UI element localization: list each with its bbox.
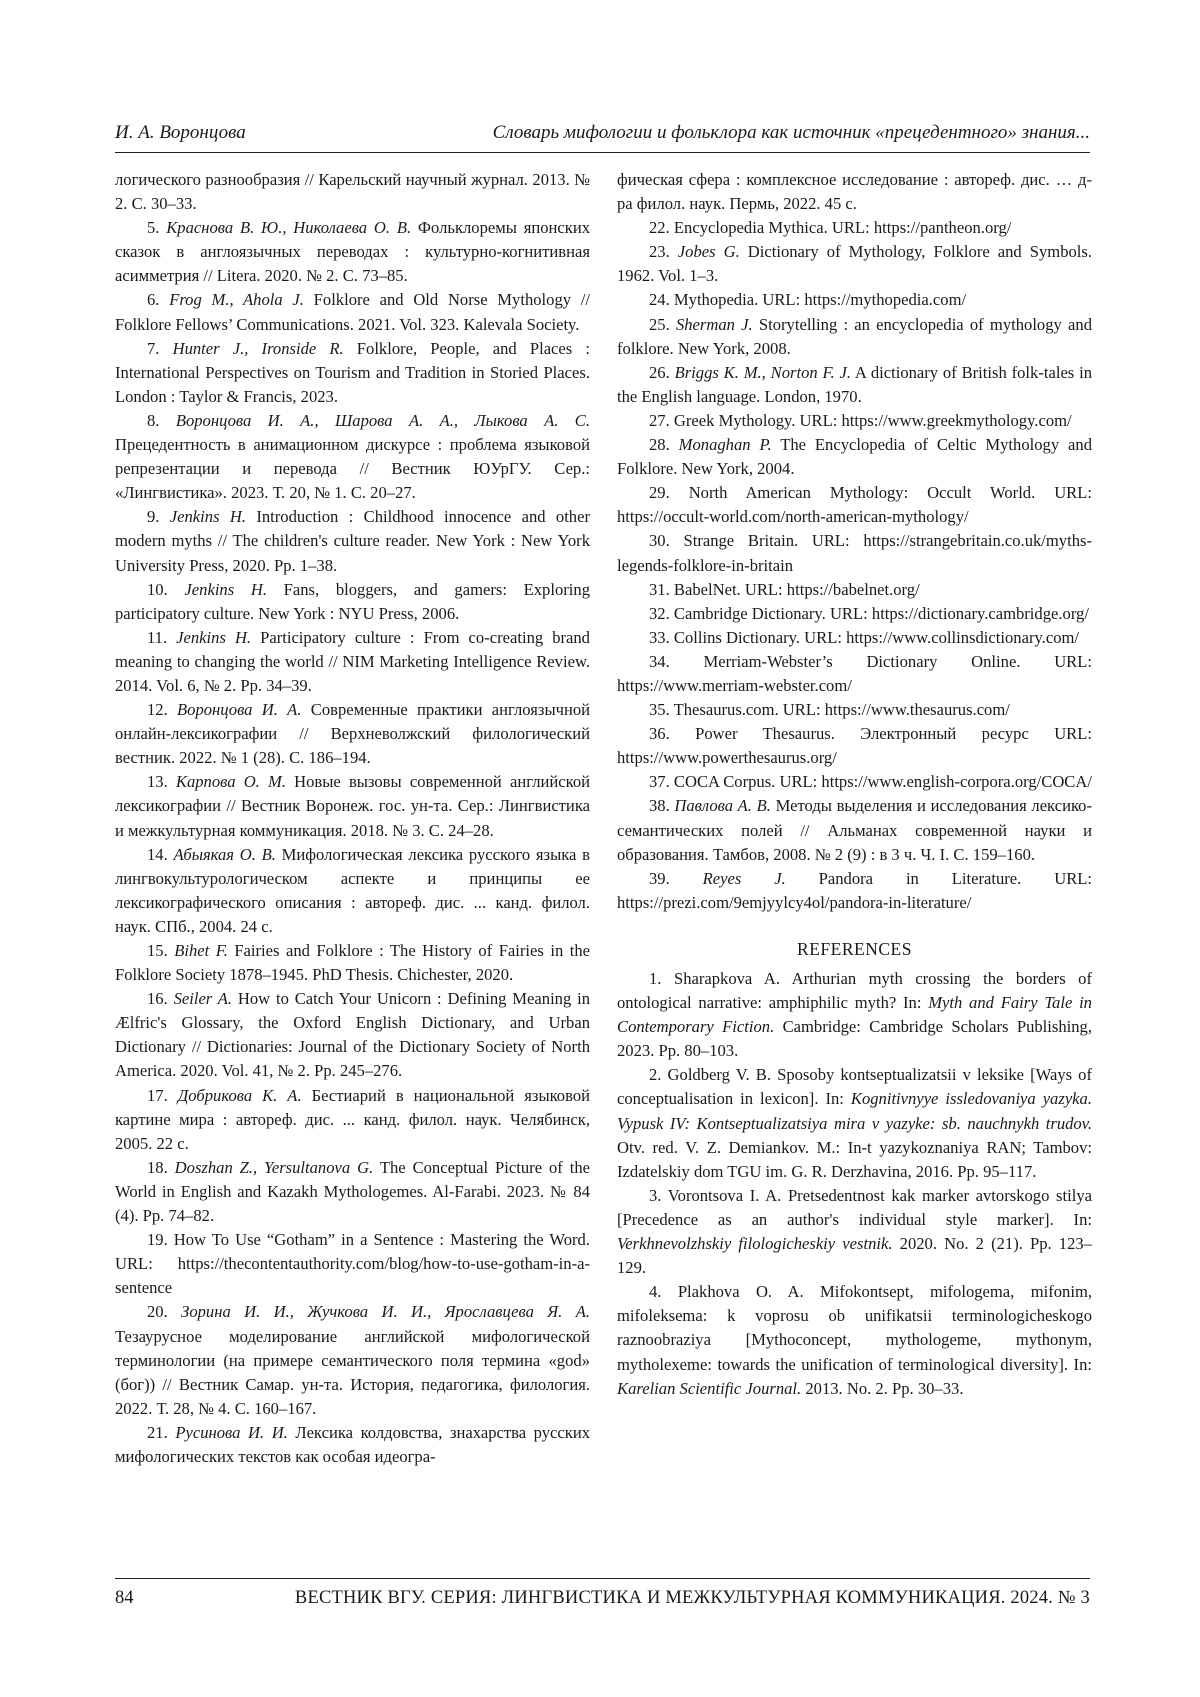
- entry-italic-text: Воронцова И. А., Шарова А. А., Лыкова А. С.: [175, 410, 590, 430]
- entry-text: 39.: [649, 868, 703, 888]
- right-column: [617, 168, 1092, 1401]
- entry-text: The Conceptual Picture of the World in English and Kazakh Mythologemes. Al-Farabi. 2023. № 84 (4). Pp. 74–82.: [115, 1157, 590, 1226]
- references-heading: REFERENCES: [797, 938, 912, 959]
- entry-italic-text: Bihet F.: [174, 941, 228, 960]
- entry-text: 32. Cambridge Dictionary. URL: https://dictionary.cambridge.org/: [649, 603, 1089, 623]
- bib-entry: [115, 1228, 590, 1300]
- entry-text: 4. Plakhova O. A. Mifokontsept, mifologema, mifonim, mifoleksema: k voprosu ob unifikatsii terminologicheskogo raznoobraziya [Mythoconcept, mythologeme, mythonym, mytholexeme: towards the unification of terminological diversity]. In:: [617, 1282, 1092, 1374]
- bib-entry: [115, 216, 590, 288]
- entry-text: Cambridge: Cambridge Scholars Publishing, 2023. Pp. 80–103.: [617, 1017, 1092, 1061]
- entry-text: 13.: [147, 772, 176, 792]
- entry-text: Pandora in Literature. URL: https://prezi.com/9emjyylcy4ol/pandora-in-literature/: [617, 868, 1093, 912]
- running-header: [115, 121, 1090, 145]
- entry-italic-text: Briggs K. M., Norton F. J.: [674, 362, 852, 382]
- entry-text: 14.: [147, 844, 174, 864]
- entry-text: 33. Collins Dictionary. URL: https://www.collinsdictionary.com/: [649, 627, 1080, 647]
- bib-entry: [115, 1300, 590, 1420]
- entry-text: 30. Strange Britain. URL: https://strangebritain.co.uk/myths-legends-folklore-in-britain: [617, 531, 1092, 575]
- bib-entry: [115, 626, 590, 698]
- bib-entry: [617, 1063, 1092, 1183]
- bib-entry: [617, 650, 1092, 698]
- bib-entry: [115, 698, 590, 770]
- entry-text: 26.: [649, 362, 675, 382]
- entry-text: 23.: [649, 242, 678, 262]
- entry-italic-text: Hunter J., Ironside R.: [172, 338, 344, 358]
- page-footer: [115, 1586, 1090, 1610]
- bib-entry: [617, 867, 1092, 915]
- bib-entry: [617, 602, 1092, 626]
- bib-entry: [617, 361, 1092, 409]
- entry-italic-text: Русинова И. И.: [175, 1422, 288, 1442]
- entry-text: 20.: [147, 1302, 182, 1322]
- entry-italic-text: Jenkins H.: [176, 627, 252, 647]
- references-list: [617, 967, 1092, 1401]
- entry-text: Dictionary of Mythology, Folklore and Symbols. 1962. Vol. 1–3.: [617, 242, 1092, 286]
- entry-text: 10.: [147, 579, 185, 599]
- page-number: 84: [115, 1588, 134, 1608]
- entry-text: Fans, bloggers, and gamers: Exploring participatory culture. New York : NYU Press, 2006.: [115, 579, 590, 623]
- bib-entry: [115, 1084, 590, 1156]
- bib-entry: [617, 794, 1092, 866]
- entry-text: 21.: [147, 1422, 176, 1442]
- entry-text: 34. Merriam-Webster’s Dictionary Online. URL: https://www.merriam-webster.com/: [617, 651, 1092, 695]
- entry-text: фическая сфера : комплексное исследование : автореф. дис. … д-ра филол. наук. Пермь, 2022. 45 с.: [617, 170, 1092, 214]
- header-author: И. А. Воронцова: [115, 122, 246, 143]
- entry-text: 38.: [649, 796, 675, 816]
- entry-text: Мифологическая лексика русского языка в лингвокультурологическом аспекте и принципы ее лексикографического описания : автореф. дис. ... канд. филол. наук. СПб., 2004. 24 с.: [115, 844, 590, 936]
- entry-text: 27. Greek Mythology. URL: https://www.greekmythology.com/: [649, 410, 1072, 430]
- entry-italic-text: Абыякая О. В.: [173, 844, 276, 864]
- bib-entry: [115, 409, 590, 505]
- entry-text: 28.: [649, 435, 679, 455]
- bib-entry: [617, 967, 1092, 1063]
- entry-text: логического разнообразия // Карельский научный журнал. 2013. № 2. С. 30–33.: [115, 170, 590, 214]
- bib-entry: [115, 770, 590, 842]
- entry-italic-text: Зорина И. И., Жучкова И. И., Ярославцева Я. А.: [181, 1302, 590, 1322]
- bib-entry: [617, 578, 1092, 602]
- entry-text: 19. How To Use “Gotham” in a Sentence : Mastering the Word. URL: https://thecontentauthority.com/blog/how-to-use-gotham-in-a-sentence: [115, 1230, 590, 1298]
- entry-text: Participatory culture : From co-creating brand meaning to changing the world // NIM Marketing Intelligence Review. 2014. Vol. 6, № 2. Pp. 34–39.: [115, 627, 590, 695]
- entry-text: Folklore, People, and Places : International Perspectives on Tourism and Tradition in Storied Places. London : Taylor & Francis, 2023.: [115, 338, 590, 406]
- entry-text: 8.: [147, 410, 176, 430]
- bib-entry: [617, 313, 1092, 361]
- entry-text: 9.: [147, 507, 170, 527]
- entry-italic-text: Добрикова К. А.: [177, 1085, 302, 1105]
- bib-entry: [617, 529, 1092, 577]
- entry-italic-text: Карпова О. М.: [175, 772, 286, 792]
- header-divider: [115, 152, 1090, 153]
- entry-italic-text: Seiler A.: [173, 989, 233, 1009]
- entry-text: 24. Mythopedia. URL: https://mythopedia.com/: [649, 290, 967, 310]
- entry-text: 31. BabelNet. URL: https://babelnet.org/: [649, 579, 920, 599]
- bib-entry: [115, 1421, 590, 1469]
- entry-text: A dictionary of British folk-tales in the English language. London, 1970.: [617, 362, 1092, 406]
- entry-text: 37. COCA Corpus. URL: https://www.english-corpora.org/COCA/: [649, 772, 1092, 792]
- bib-entry: [617, 481, 1092, 529]
- bib-entry: [115, 843, 590, 939]
- bib-entry: [115, 337, 590, 409]
- entry-italic-text: Doszhan Z., Yersultanova G.: [174, 1157, 374, 1177]
- entry-italic-text: Myth and Fairy Tale in Contemporary Fiction.: [617, 993, 1092, 1037]
- bib-entry: [617, 168, 1092, 216]
- bib-entry: [115, 505, 590, 577]
- bib-entry: [617, 409, 1092, 433]
- entry-text: 2020. No. 2 (21). Pp. 123–129.: [617, 1234, 1092, 1278]
- entry-text: Лексика колдовства, знахарства русских мифологических текстов как особая идеогра-: [115, 1422, 591, 1466]
- entry-italic-text: Воронцова И. А.: [177, 700, 302, 720]
- entry-text: Тезаурусное моделирование английской мифологической терминологии (на примере семантического поля термина «god» (бог)) // Вестник Самар. ун-та. История, педагогика, филология. 2022. Т. 28, № 4. С. 160–167.: [115, 1326, 590, 1418]
- left-column: [115, 168, 590, 1469]
- entry-text: 17.: [147, 1085, 178, 1105]
- entry-italic-text: Павлова А. В.: [674, 796, 771, 816]
- entry-text: 36. Power Thesaurus. Электронный ресурс URL: https://www.powerthesaurus.org/: [617, 724, 1092, 768]
- bib-entry: [115, 168, 590, 216]
- journal-title: ВЕСТНИК ВГУ. СЕРИЯ: ЛИНГВИСТИКА И МЕЖКУЛЬТУРНАЯ КОММУНИКАЦИЯ. 2024. № 3: [294, 1588, 1090, 1608]
- bib-entry: [617, 240, 1092, 288]
- entry-text: Storytelling : an encyclopedia of mythology and folklore. New York, 2008.: [617, 314, 1092, 358]
- bib-entry: [115, 578, 590, 626]
- entry-text: 25.: [649, 314, 676, 334]
- entry-text: 29. North American Mythology: Occult World. URL: https://occult-world.com/north-american-mythology/: [617, 483, 1092, 527]
- bib-entry: [115, 987, 590, 1083]
- entry-italic-text: Краснова В. Ю., Николаева О. В.: [166, 218, 412, 238]
- entry-italic-text: Sherman J.: [675, 314, 753, 334]
- entry-italic-text: Jenkins H.: [169, 507, 246, 527]
- entry-text: 2013. No. 2. Pp. 30–33.: [801, 1378, 964, 1398]
- entry-text: 7.: [147, 338, 173, 358]
- entry-text: Folklore and Old Norse Mythology // Folklore Fellows’ Communications. 2021. Vol. 323. Kalevala Society.: [115, 290, 591, 334]
- entry-text: 22. Encyclopedia Mythica. URL: https://pantheon.org/: [649, 218, 1012, 238]
- entry-text: 11.: [147, 627, 177, 647]
- entry-text: Introduction : Childhood innocence and other modern myths // The children's culture reader. New York : New York University Press, 2020. Pp. 1–38.: [115, 507, 590, 575]
- entry-text: 2. Goldberg V. B. Sposoby kontseptualizatsii v leksike [Ways of conceptualisation in lexicon]. In:: [617, 1065, 1092, 1109]
- entry-text: How to Catch Your Unicorn : Defining Meaning in Ælfric's Glossary, the Oxford English Dictionary, and Urban Dictionary // Dictionaries: Journal of the Dictionary Society of North America. 2020. Vol. 41, № 2. Pp. 245–276.: [115, 989, 591, 1081]
- bib-entry: [617, 1280, 1092, 1400]
- entry-text: 5.: [147, 218, 167, 238]
- entry-italic-text: Karelian Scientific Journal.: [617, 1378, 802, 1398]
- bib-entry: [617, 770, 1092, 794]
- entry-text: Современные практики англоязычной онлайн-лексикографии // Верхневолжский филологический вестник. 2022. № 1 (28). С. 186–194.: [115, 700, 590, 768]
- bib-entry: [617, 722, 1092, 770]
- bib-entry: [115, 939, 590, 987]
- footer-divider: [115, 1578, 1090, 1579]
- entry-text: Бестиарий в национальной языковой картине мира : автореф. дис. ... канд. филол. наук. Челябинск, 2005. 22 с.: [115, 1085, 591, 1153]
- entry-text: Методы выделения и исследования лексико-семантических полей // Альманах современной науки и образования. Тамбов, 2008. № 2 (9) : в 3 ч. Ч. I. С. 159–160.: [617, 796, 1092, 864]
- entry-italic-text: Verkhnevolzhskiy filologicheskiy vestnik.: [617, 1234, 893, 1254]
- entry-text: Fairies and Folklore : The History of Fairies in the Folklore Society 1878–1945. PhD Thesis. Chichester, 2020.: [115, 941, 590, 985]
- bib-entry: [617, 698, 1092, 722]
- entry-text: Новые вызовы современной английской лексикографии // Вестник Воронеж. гос. ун-та. Сер.: Лингвистика и межкультурная коммуникация. 2018. № 3. С. 24–28.: [115, 772, 590, 840]
- entry-text: Прецедентность в анимационном дискурсе : проблема языковой репрезентации и перевода // Вестник ЮУрГУ. Сер.: «Лингвистика». 2023. Т. 20, № 1. С. 20–27.: [115, 435, 590, 503]
- entry-italic-text: Monaghan P.: [678, 435, 772, 455]
- entry-text: 3. Vorontsova I. A. Pretsedentnost kak marker avtorskogo stilya [Precedence as an author's individual style marker]. In:: [617, 1185, 1092, 1229]
- entry-italic-text: Reyes J.: [702, 868, 786, 888]
- bib-entry: [115, 288, 590, 336]
- bib-entry: [617, 1184, 1092, 1280]
- entry-text: 18.: [147, 1157, 175, 1177]
- entry-italic-text: Jobes G.: [677, 242, 740, 262]
- entry-italic-text: Jenkins H.: [184, 579, 267, 599]
- entry-text: The Encyclopedia of Celtic Mythology and Folklore. New York, 2004.: [617, 435, 1093, 479]
- entry-text: Фольклоремы японских сказок в англоязычных переводах : культурно-когнитивная асимметрия // Litera. 2020. № 2. С. 73–85.: [115, 218, 591, 286]
- bib-entry: [617, 288, 1092, 312]
- entry-text: Otv. red. V. Z. Demiankov. M.: In-t yazykoznaniya RAN; Tambov: Izdatelskiy dom TGU im. G. R. Derzhavina, 2016. Pp. 95–117.: [617, 1137, 1092, 1181]
- entry-italic-text: Kognitivnyye issledovaniya yazyka. Vypusk IV: Kontseptualizatsiya mira v yazyke: sb. nauchnykh trudov.: [617, 1089, 1092, 1133]
- entry-italic-text: Frog M., Ahola J.: [169, 290, 304, 310]
- entry-text: 35. Thesaurus.com. URL: https://www.thesaurus.com/: [649, 700, 1010, 720]
- entry-text: 15.: [147, 941, 175, 960]
- bib-entry: [617, 433, 1092, 481]
- bib-entry: [617, 626, 1092, 650]
- entry-text: 6.: [147, 290, 170, 310]
- bib-entry: [115, 1156, 590, 1228]
- bib-entry: [617, 216, 1092, 240]
- entry-text: 16.: [147, 989, 174, 1009]
- right-column-entries: [617, 168, 1092, 915]
- entry-text: 12.: [147, 700, 178, 720]
- header-title: Словарь мифологии и фольклора как источник «прецедентного» знания...: [492, 122, 1090, 143]
- entry-text: 1. Sharapkova A. Arthurian myth crossing the borders of ontological narrative: amphiphilic myth? In:: [617, 969, 1092, 1013]
